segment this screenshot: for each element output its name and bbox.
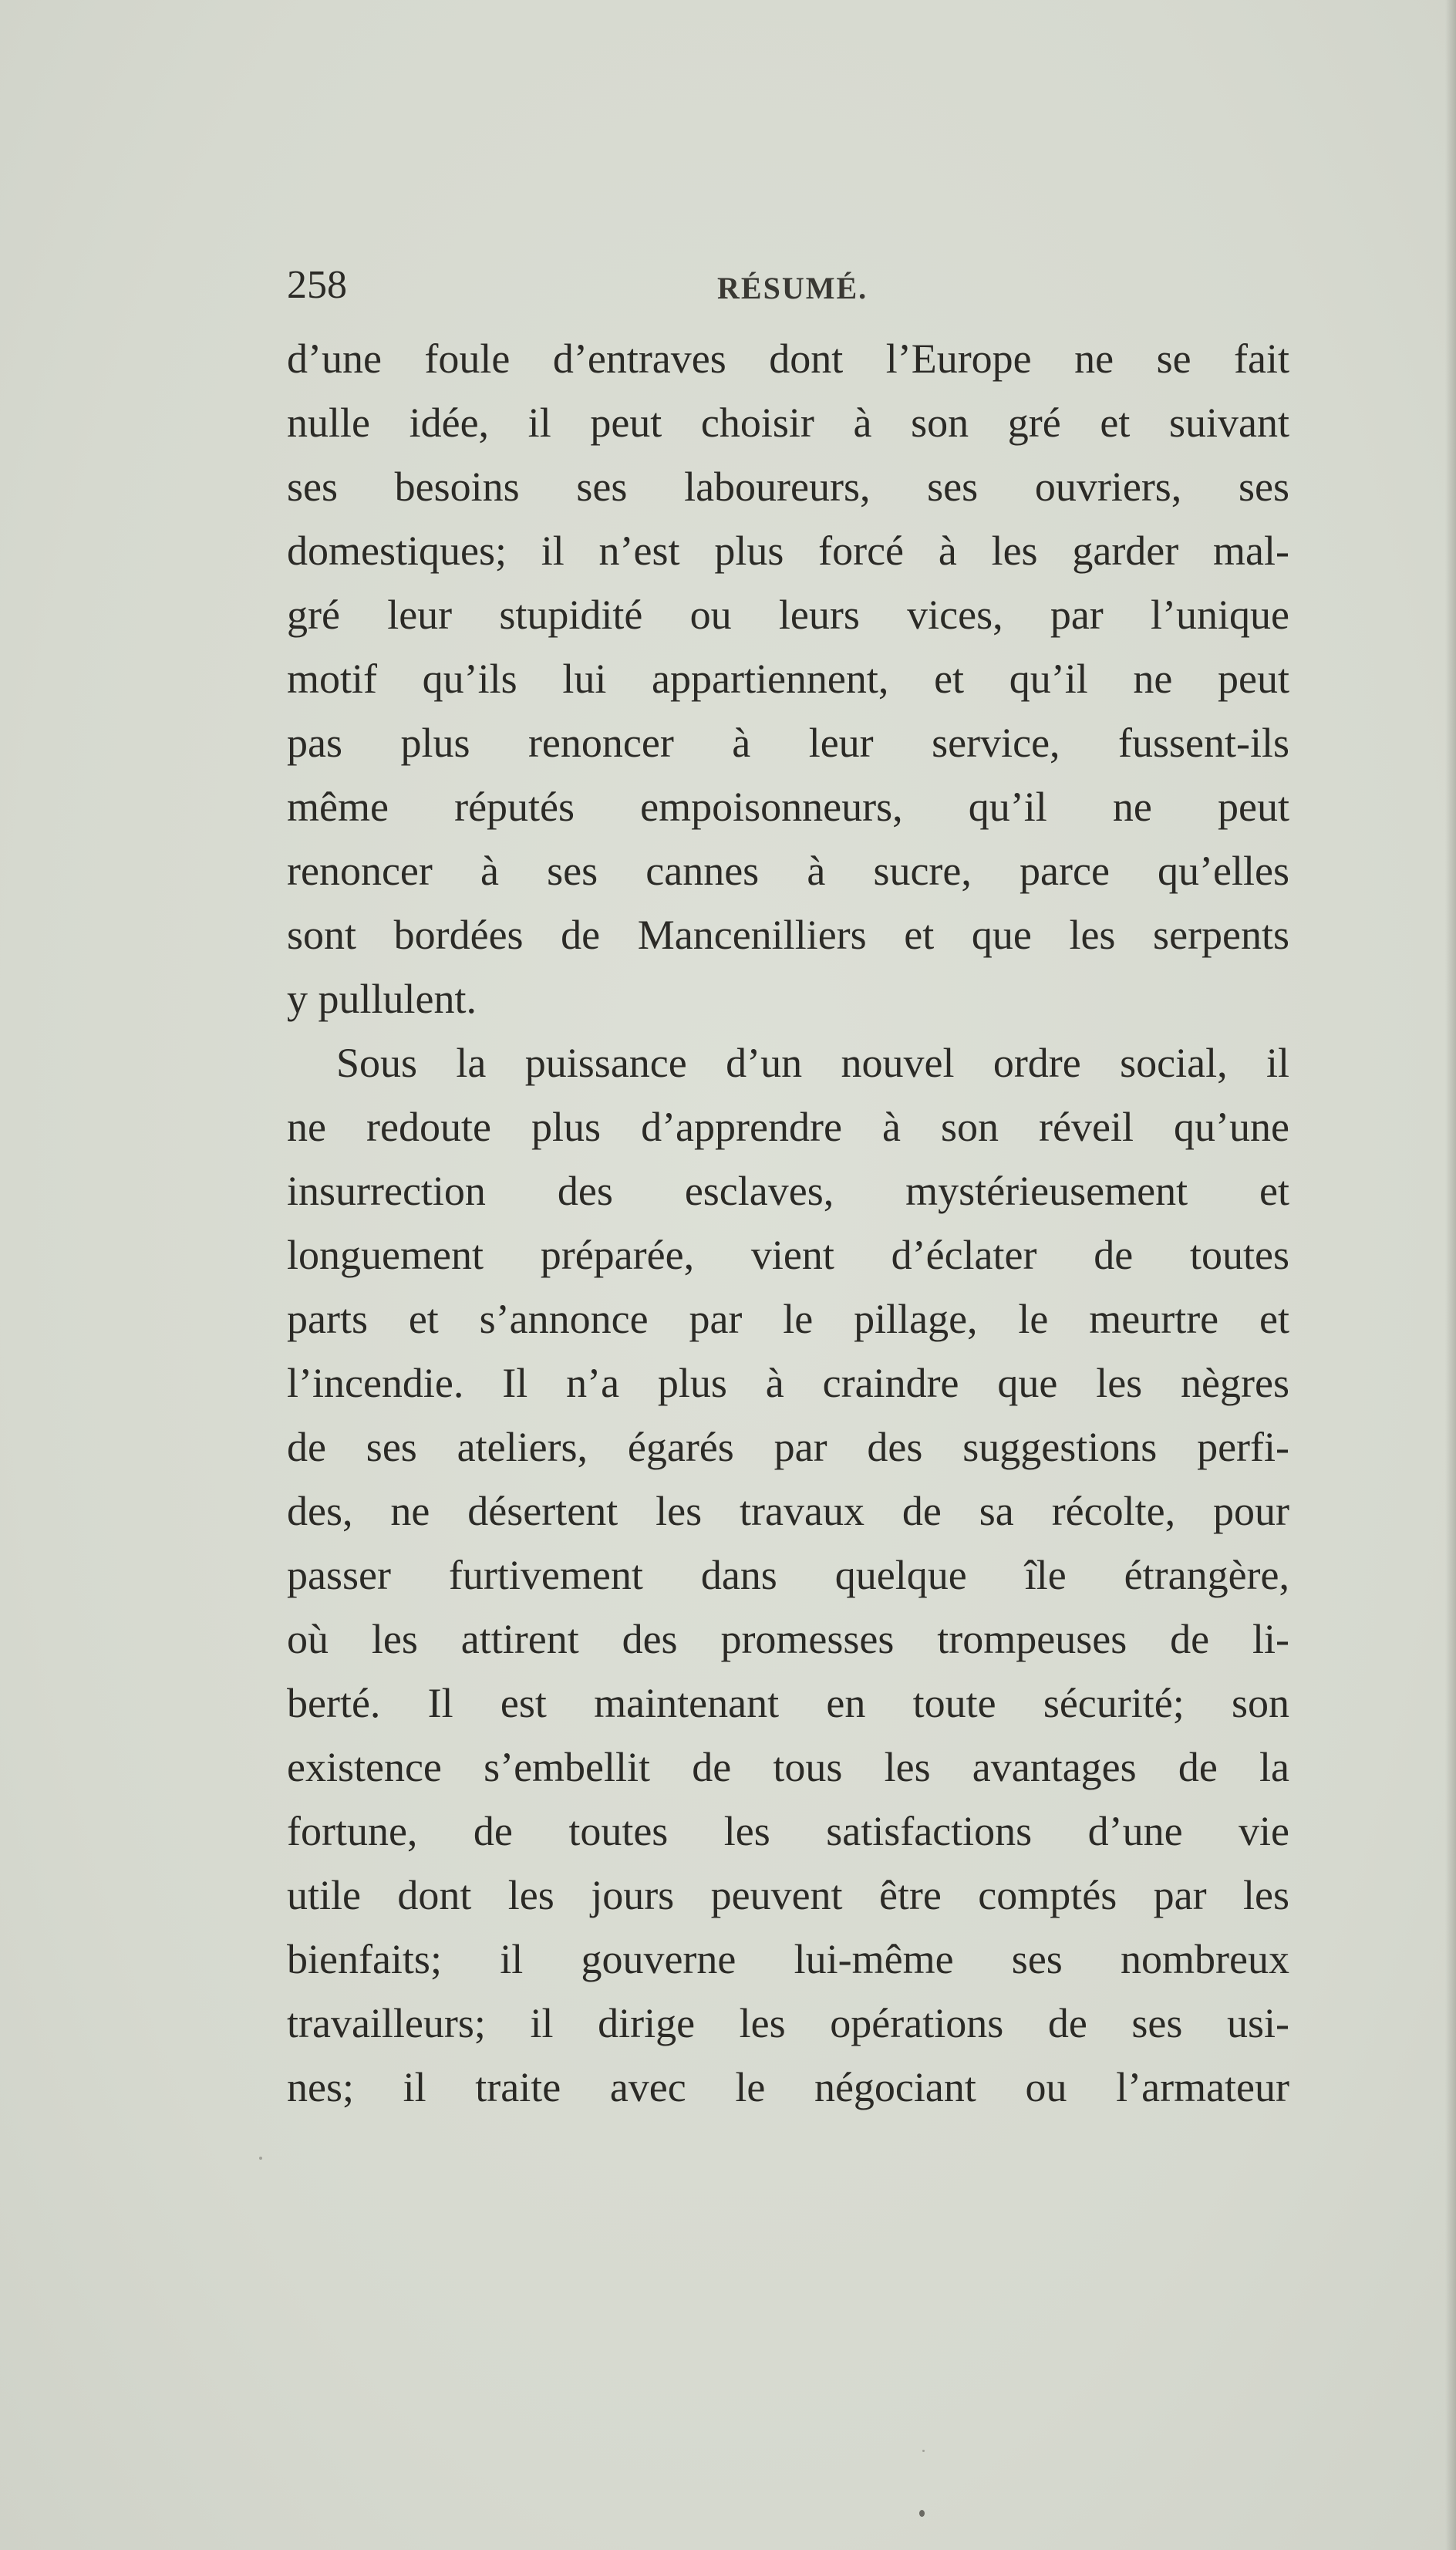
text-line: fortune, de toutes les satisfactions d’une vie xyxy=(287,1808,1289,1854)
text-line: parts et s’annonce par le pillage, le meurtre et xyxy=(287,1296,1289,1342)
paragraph-end-line: y pullulent. xyxy=(287,976,477,1022)
paragraph-start-line: Sous la puissance d’un nouvel ordre social, il xyxy=(336,1040,1289,1086)
text-line: nulle idée, il peut choisir à son gré et suivant xyxy=(287,400,1289,446)
text-line: travailleurs; il dirige les opérations de ses usi- xyxy=(287,2000,1289,2046)
running-head: RÉSUMÉ. xyxy=(717,271,868,305)
text-line: existence s’embellit de tous les avantages de la xyxy=(287,1744,1289,1790)
text-line: ses besoins ses laboureurs, ses ouvriers, ses xyxy=(287,464,1289,510)
text-line: berté. Il est maintenant en toute sécurité; son xyxy=(287,1680,1289,1726)
text-line: insurrection des esclaves, mystérieusement et xyxy=(287,1168,1289,1214)
text-line: sont bordées de Mancenilliers et que les serpents xyxy=(287,912,1289,958)
text-line: des, ne désertent les travaux de sa récolte, pour xyxy=(287,1488,1289,1534)
text-line: même réputés empoisonneurs, qu’il ne peut xyxy=(287,784,1289,830)
text-line: longuement préparée, vient d’éclater de toutes xyxy=(287,1232,1289,1278)
text-line: utile dont les jours peuvent être comptés par les xyxy=(287,1872,1289,1918)
text-line: bienfaits; il gouverne lui-même ses nombreux xyxy=(287,1936,1289,1982)
paper-speck xyxy=(259,2157,262,2160)
text-line: où les attirent des promesses trompeuses de li- xyxy=(287,1616,1289,1662)
text-line: motif qu’ils lui appartiennent, et qu’il ne peut xyxy=(287,656,1289,702)
text-line: renoncer à ses cannes à sucre, parce qu’elles xyxy=(287,848,1289,894)
text-line: de ses ateliers, égarés par des suggestions perfi- xyxy=(287,1424,1289,1470)
page-number: 258 xyxy=(287,263,347,307)
text-line: passer furtivement dans quelque île étrangère, xyxy=(287,1552,1289,1598)
paper-speck xyxy=(919,2510,925,2517)
text-line: nes; il traite avec le négociant ou l’armateur xyxy=(287,2064,1289,2110)
body-text xyxy=(287,327,1289,2120)
page-header xyxy=(287,255,1289,316)
text-line: domestiques; il n’est plus forcé à les garder mal- xyxy=(287,528,1289,574)
paper-speck xyxy=(922,2450,925,2452)
text-line: ne redoute plus d’apprendre à son réveil qu’une xyxy=(287,1104,1289,1150)
text-line: d’une foule d’entraves dont l’Europe ne se fait xyxy=(287,336,1289,382)
page-edge-shadow xyxy=(1445,0,1456,2550)
text-line: pas plus renoncer à leur service, fussent-ils xyxy=(287,720,1289,766)
text-line: gré leur stupidité ou leurs vices, par l’unique xyxy=(287,592,1289,638)
text-line: l’incendie. Il n’a plus à craindre que les nègres xyxy=(287,1360,1289,1406)
